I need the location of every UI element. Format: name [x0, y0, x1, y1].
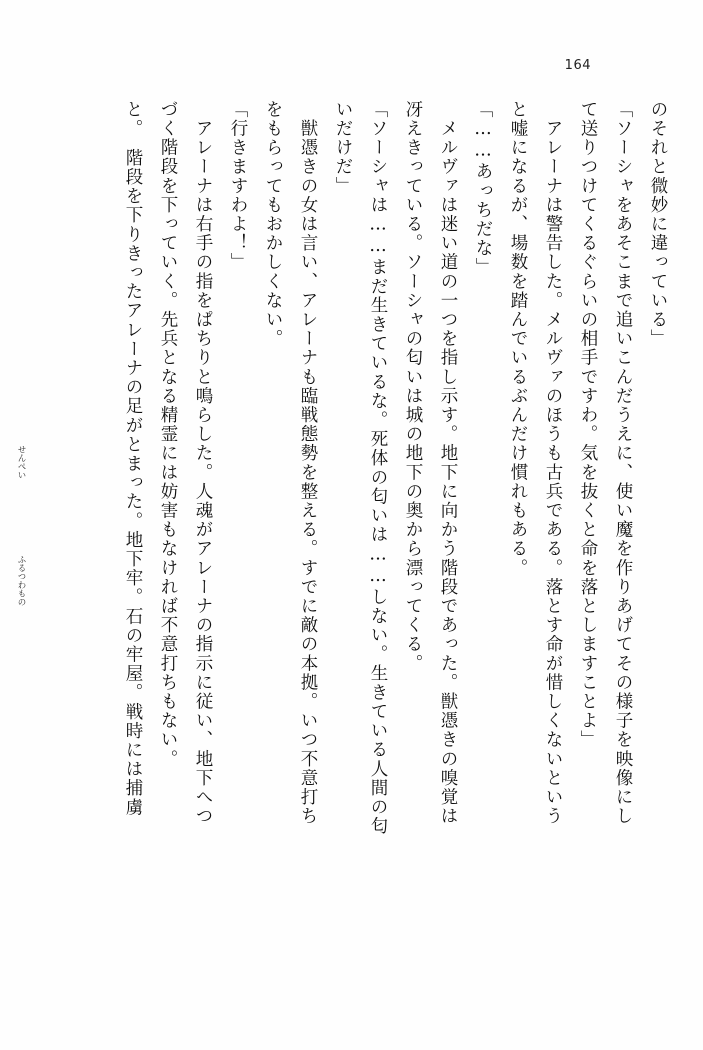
text-line: と。 階段を下りきったアレーナの足がとまった。地下牢。石の牢屋。戦時には捕虜 [123, 100, 143, 818]
ruby-annotation: ふるつわもの [16, 555, 26, 606]
page-text-body [16, 100, 675, 1014]
text-line-segment: づく階段を下っていく。先兵となる精霊には妨害もなければ不意打ちもない。 [158, 100, 178, 769]
text-line: をもらってもおかしくない。 [263, 100, 283, 349]
text-line: のそれと微妙に違っている」 [648, 100, 668, 349]
ruby-annotation: せんぺい [16, 445, 26, 479]
text-line: 「行きますわよ！」 [228, 100, 248, 272]
text-line: て送りつけてくるぐらいの相手ですわ。気を抜くと命を落としますことよ」 [578, 100, 598, 750]
text-line: 「……あっちだな」 [473, 100, 493, 277]
text-line: 「ソーシャは……まだ生きているな。死体の匂いは……しない。生きている人間の匂 [368, 100, 388, 836]
text-line: 「ソーシャをあそこまで追いこんだうえに、使い魔を作りあげてその様子を映像にし [613, 100, 633, 826]
text-line-segment: アレーナは警告した。メルヴァのほうも古兵である。落とす命が惜しくないという [543, 100, 563, 826]
text-line: 獣憑きの女は言い、アレーナも臨戦態勢を整える。すでに敵の本拠。いつ不意打ち [298, 100, 318, 826]
text-line: と嘘になるが、場数を踏んでいるぶんだけ慣れもある。 [508, 100, 528, 578]
text-line: アレーナは右手の指をぱちりと鳴らした。人魂がアレーナの指示に従い、地下へつ [193, 100, 213, 826]
page-number: 164 [564, 58, 591, 73]
text-line: メルヴァは迷い道の一つを指し示す。地下に向かう階段であった。獣憑きの嗅覚は [438, 100, 458, 826]
text-line: いだけだ」 [333, 100, 353, 196]
text-line: 冴えきっている。ソーシャの匂いは城の地下の奥から漂ってくる。 [403, 100, 423, 673]
